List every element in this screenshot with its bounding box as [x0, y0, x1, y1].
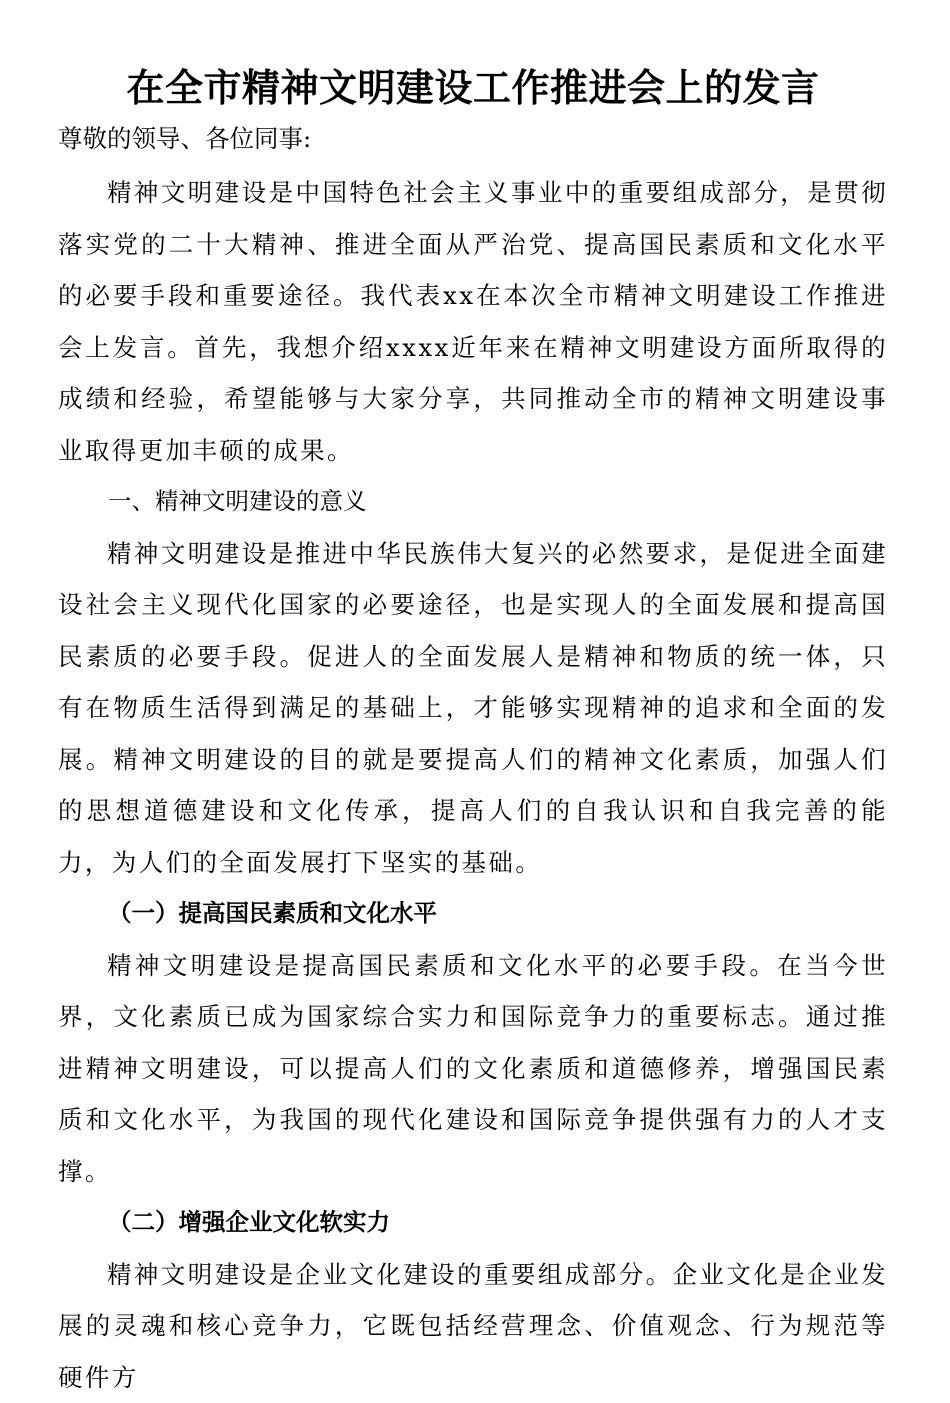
- document-title: 在全市精神文明建设工作推进会上的发言: [58, 62, 888, 114]
- salutation: 尊敬的领导、各位同事:: [58, 119, 888, 158]
- section-meaning-paragraph: 精神文明建设是推进中华民族伟大复兴的必然要求，是促进全面建设社会主义现代化国家的必要途径，也是实现人的全面发展和提高国民素质的必要手段。促进人的全面发展人是精神和物质的统一体，只有在物质生活得到满足的基础上，才能够实现精神的追求和全面的发展。精神文明建设的目的就是要提高人们的精神文化素质，加强人们的思想道德建设和文化传承，提高人们的自我认识和自我完善的能力，为人们的全面发展打下坚实的基础。: [58, 528, 888, 889]
- section-heading-meaning: 一、精神文明建设的意义: [58, 476, 888, 528]
- subsection-quality-paragraph: 精神文明建设是提高国民素质和文化水平的必要手段。在当今世界，文化素质已成为国家综合实力和国际竞争力的重要标志。通过推进精神文明建设，可以提高人们的文化素质和道德修养，增强国民素质和文化水平，为我国的现代化建设和国际竞争提供强有力的人才支撑。: [58, 940, 888, 1198]
- subsection-heading-quality: （一）提高国民素质和文化水平: [58, 888, 888, 940]
- subsection-heading-enterprise: （二）增强企业文化软实力: [58, 1197, 888, 1249]
- document-page: [58, 62, 888, 1403]
- intro-paragraph: 精神文明建设是中国特色社会主义事业中的重要组成部分，是贯彻落实党的二十大精神、推进全面从严治党、提高国民素质和文化水平的必要手段和重要途径。我代表xx在本次全市精神文明建设工作推进会上发言。首先，我想介绍xxxx近年来在精神文明建设方面所取得的成绩和经验，希望能够与大家分享，共同推动全市的精神文明建设事业取得更加丰硕的成果。: [58, 167, 888, 476]
- subsection-enterprise-paragraph: 精神文明建设是企业文化建设的重要组成部分。企业文化是企业发展的灵魂和核心竞争力，它既包括经营理念、价值观念、行为规范等硬件方: [58, 1249, 888, 1403]
